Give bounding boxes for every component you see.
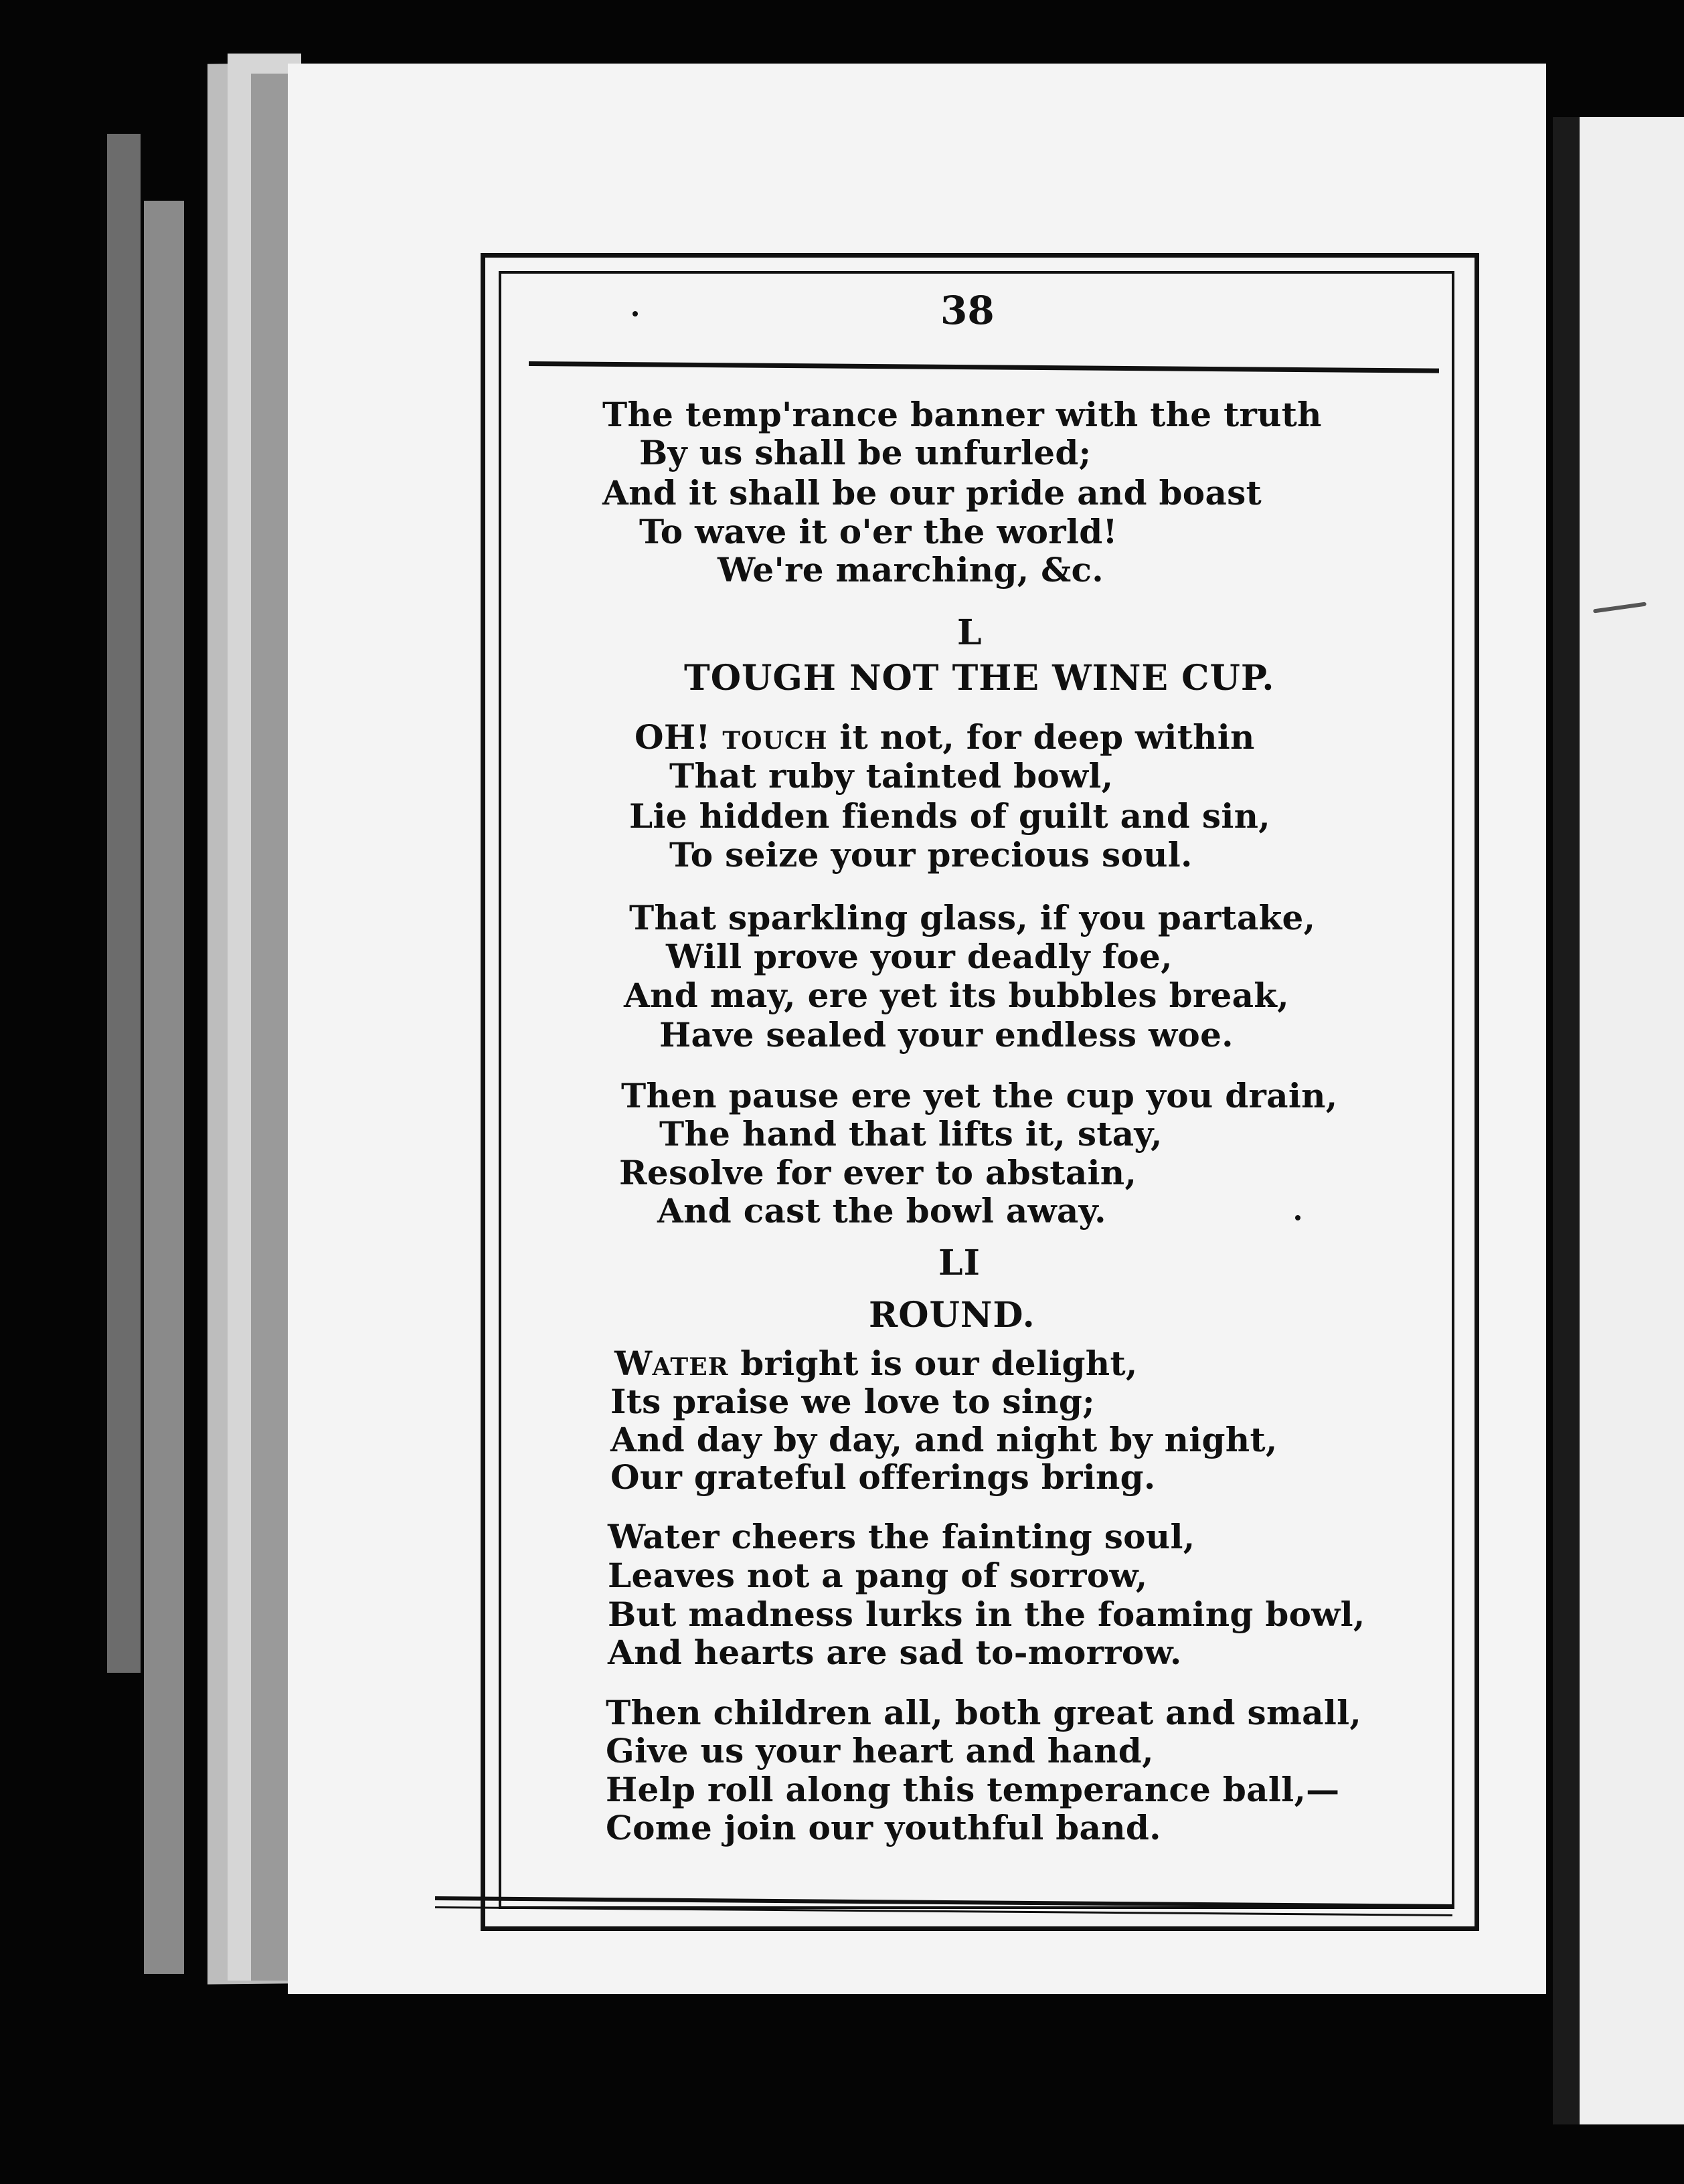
verse-line: And hearts are sad to-morrow. — [608, 1633, 1182, 1672]
book-edge — [144, 201, 184, 1974]
first-line-rest: bright is our delight, — [728, 1344, 1138, 1383]
gutter-shadow — [1553, 117, 1580, 2124]
verse-line: The hand that lifts it, stay, — [659, 1114, 1163, 1154]
first-line-rest: it not, for deep within — [827, 717, 1255, 757]
verse-line: And cast the bowl away. — [657, 1191, 1106, 1231]
first-word-caps: TOUCH — [722, 727, 828, 755]
first-word-lead: OH! — [635, 717, 723, 757]
verse-line-first — [614, 1344, 1138, 1383]
verse-line: The temp'rance banner with the truth — [602, 395, 1322, 434]
verse-line: To wave it o'er the world! — [639, 512, 1118, 551]
ink-dot — [1295, 1215, 1300, 1220]
verse-line: Water cheers the fainting soul, — [608, 1517, 1195, 1556]
song-numeral: LI — [938, 1243, 981, 1283]
verse-line: Help roll along this temperance ball,— — [606, 1770, 1340, 1809]
verse-line-first — [635, 717, 1255, 757]
verse-line: Come join our youthful band. — [606, 1808, 1161, 1847]
verse-line: We're marching, &c. — [718, 550, 1104, 589]
verse-line: To seize your precious soul. — [669, 835, 1193, 875]
verse-line: Its praise we love to sing; — [610, 1382, 1095, 1421]
verse-line: And may, ere yet its bubbles break, — [624, 976, 1289, 1015]
verse-line: Lie hidden fiends of guilt and sin, — [629, 796, 1270, 836]
song-title: ROUND. — [869, 1295, 1035, 1336]
first-word-lead: W — [614, 1344, 653, 1383]
first-word-caps: ATER — [652, 1353, 729, 1381]
facing-page — [1580, 117, 1684, 2124]
verse-line: That ruby tainted bowl, — [669, 756, 1114, 796]
song-title: TOUGH NOT THE WINE CUP. — [684, 658, 1275, 699]
song-numeral: L — [957, 612, 983, 653]
verse-line: That sparkling glass, if you partake, — [629, 898, 1316, 937]
verse-line: Will prove your deadly foe, — [666, 937, 1173, 976]
verse-line: Resolve for ever to abstain, — [619, 1153, 1137, 1192]
verse-line: But madness lurks in the foaming bowl, — [608, 1595, 1365, 1634]
verse-line: Then children all, both great and small, — [606, 1693, 1362, 1732]
verse-line: And day by day, and night by night, — [610, 1420, 1278, 1459]
verse-line: Then pause ere yet the cup you drain, — [621, 1076, 1338, 1115]
verse-line: Our grateful offerings bring. — [610, 1457, 1156, 1497]
verse-line: By us shall be unfurled; — [639, 433, 1092, 472]
verse-line: Give us your heart and hand, — [606, 1731, 1154, 1770]
verse-line: And it shall be our pride and boast — [602, 473, 1262, 513]
verse-line: Leaves not a pang of sorrow, — [608, 1556, 1148, 1595]
ink-dot — [633, 311, 638, 316]
verse-line: Have sealed your endless woe. — [659, 1015, 1234, 1055]
book-edge — [107, 134, 141, 1673]
page-number: 38 — [940, 288, 995, 333]
